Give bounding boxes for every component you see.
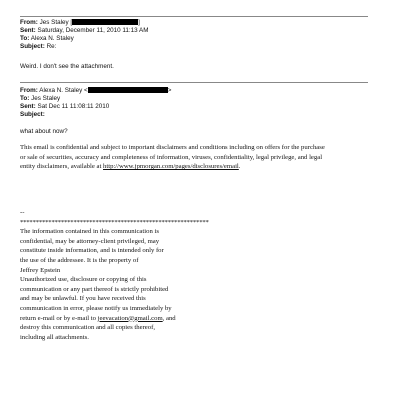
jpmorgan-disclaimer — [20, 143, 380, 172]
sent-value: Sat Dec 11 11:08:11 2010 — [37, 103, 110, 110]
header-divider-top — [20, 16, 368, 17]
email-header-original — [20, 87, 380, 119]
disclosures-link[interactable]: http://www.jpmorgan.com/pages/disclosures/email — [103, 163, 239, 171]
to-line: To: Jes Staley — [20, 95, 61, 102]
disclaimer-line: entity disclaimers, available at http://www.jpmorgan.com/pages/disclosures/email. — [20, 163, 241, 171]
signature-line: Jeffrey Epstein — [20, 266, 61, 274]
subject-value: Re: — [46, 43, 57, 50]
from-line: From: Alexa N. Staley < > — [20, 87, 172, 94]
subject-line: Subject: — [20, 111, 45, 118]
reply-body: Weird. I don't see the attachment. — [20, 63, 114, 70]
email-header-reply — [20, 19, 380, 51]
signature-line: communication or any part thereof is strictly prohibited — [20, 285, 169, 293]
signature-line: confidential, may be attorney-client privileged, may — [20, 237, 160, 245]
subject-line: Subject: Re: — [20, 43, 57, 50]
email-link[interactable]: jeevacation@gmail.com — [97, 314, 163, 322]
to-value: Jes Staley — [31, 95, 61, 102]
redacted-email-box — [72, 19, 138, 25]
signature-line: The information contained in this communication is — [20, 228, 159, 236]
signature-block — [20, 208, 380, 342]
original-body: what about now? — [20, 128, 68, 135]
signature-stars: ************************************************************ — [20, 218, 209, 226]
disclaimer-line: or sale of securities, accuracy and completeness of information, viruses, confidentiality, legal privilege, and legal — [20, 153, 323, 161]
signature-line: destroy this communication and all copies thereof, — [20, 324, 156, 332]
redacted-email-box — [88, 87, 168, 93]
signature-line: and may be unlawful. If you have received this — [20, 295, 146, 303]
signature-line: including all attachments. — [20, 333, 89, 341]
signature-line: communication in error, please notify us immediately by — [20, 304, 172, 312]
from-line: From: Jes Staley [ ] — [20, 19, 140, 26]
from-name: Jes Staley [ — [39, 19, 73, 26]
signature-line: the use of the addressee. It is the property of — [20, 256, 139, 264]
from-name: Alexa N. Staley < — [39, 87, 88, 94]
to-value: Alexa N. Staley — [30, 35, 74, 42]
sent-line: Sent: Saturday, December 11, 2010 11:13 AM — [20, 27, 149, 34]
disclaimer-line: This email is confidential and subject to important disclaimers and conditions including on offers for the purchase — [20, 144, 325, 151]
sent-line: Sent: Sat Dec 11 11:08:11 2010 — [20, 103, 110, 110]
signature-line: return e-mail or by e-mail to jeevacation@gmail.com, and — [20, 314, 176, 322]
sent-value: Saturday, December 11, 2010 11:13 AM — [37, 27, 149, 34]
signature-line: constitute inside information, and is intended only for — [20, 247, 164, 255]
signature-line: Unauthorized use, disclosure or copying of this — [20, 276, 147, 284]
header-divider-original — [20, 82, 368, 83]
to-line: To: Alexa N. Staley — [20, 35, 74, 42]
signature-dashes: -- — [20, 209, 25, 216]
